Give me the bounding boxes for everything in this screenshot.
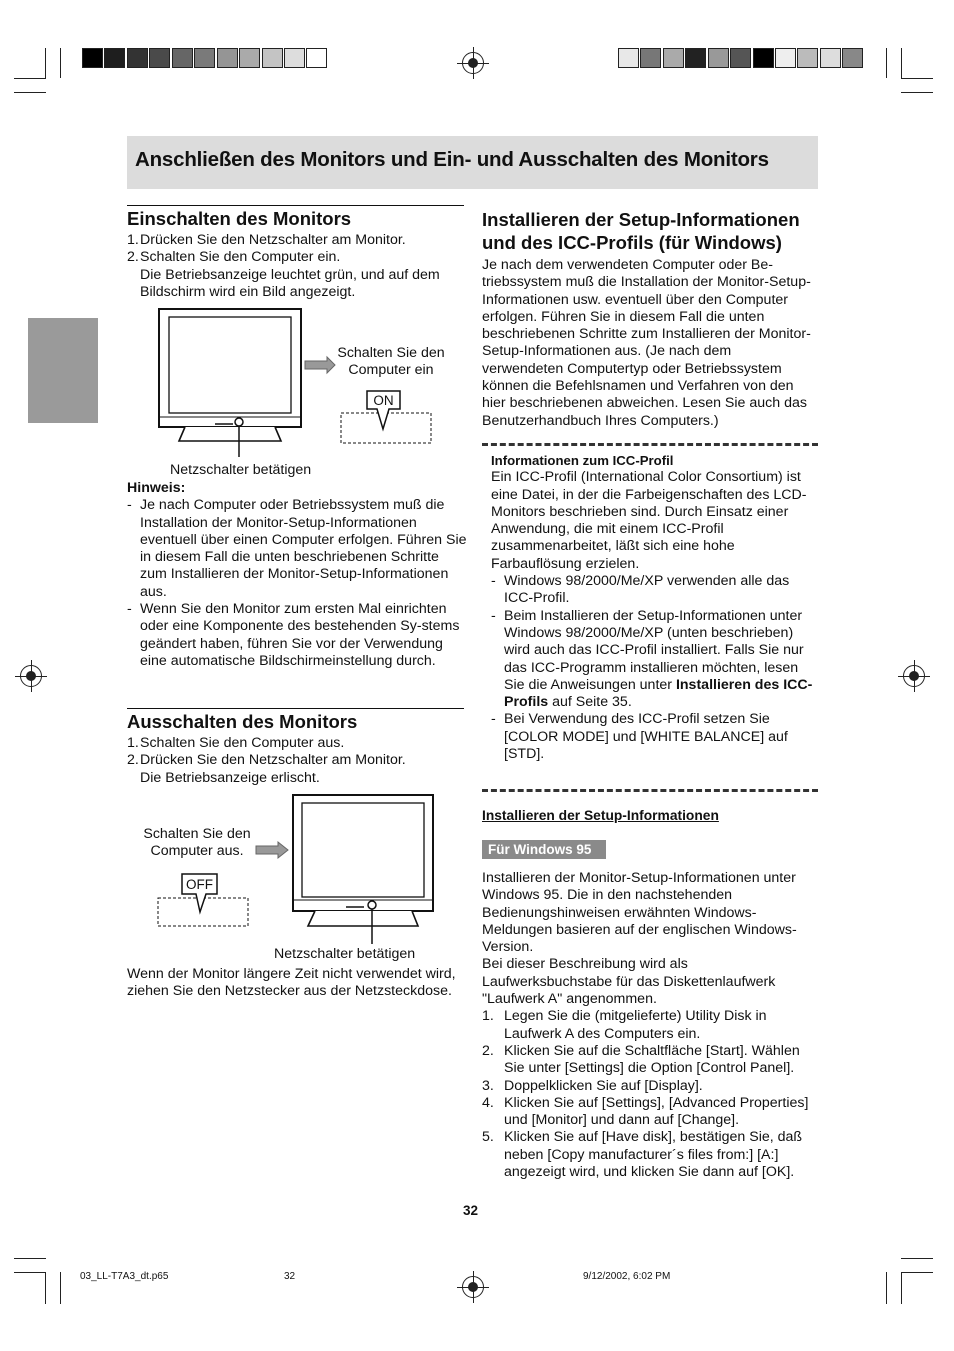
windows95-instructions bbox=[482, 870, 816, 1181]
footer-filename: 03_LL-T7A3_dt.p65 bbox=[80, 1271, 169, 1282]
einschalten-step2-note: Die Betriebsanzeige leuchtet grün, und auf dem Bildschirm wird ein Bild angezeigt. bbox=[140, 266, 440, 300]
list-item: 2. Drücken Sie den Netzschalter am Monitor. Die Betriebsanzeige erlischt. bbox=[127, 752, 406, 786]
list-item: 1. Drücken Sie den Netzschalter am Monitor. bbox=[127, 232, 406, 248]
divider-einschalten bbox=[127, 205, 464, 206]
list-item: - Bei Verwendung des ICC-Profil setzen Sie [COLOR MODE] und [WHITE BALANCE] auf [STD]. bbox=[491, 711, 813, 763]
icc-title: Informationen zum ICC-Profil bbox=[491, 453, 674, 468]
page-title-bar bbox=[127, 136, 818, 189]
setup-intro: Je nach dem verwendeten Computer oder Be-triebssystem muß die Installation der Monitor-Setup-Informationen usw. eventuell über den Computer erfolgen. Führen Sie in diesem Fall die unten beschriebenen Schritte zum Installieren der Monitor-Setup-Informationen aus. (Je nach dem verwendeten Computertyp oder Betriebssystem können die Befehlsnamen und Verfahren von den hier beschriebenen abweichen. Lesen Sie auch das Benutzerhandbuch Ihres Computers.) bbox=[482, 257, 811, 429]
monitor-on-illustration bbox=[155, 305, 455, 465]
registration-mark-bottom bbox=[462, 1276, 484, 1298]
ausschalten-heading: Ausschalten des Monitors bbox=[127, 711, 358, 732]
list-item: - Windows 98/2000/Me/XP verwenden alle das ICC-Profil. bbox=[491, 573, 813, 608]
setup-section bbox=[482, 208, 820, 430]
registration-mark-right bbox=[903, 665, 925, 687]
ausschalten-closing: Wenn der Monitor längere Zeit nicht verwendet wird, ziehen Sie den Netzstecker aus der Netzsteckdose. bbox=[127, 966, 456, 1000]
page-title: Anschließen des Monitors und Ein- und Ausschalten des Monitors bbox=[135, 148, 769, 171]
fig1-on-button-label: ON bbox=[373, 393, 394, 408]
setup-heading: Installieren der Setup-Informationen und des ICC-Profils (für Windows) bbox=[482, 209, 800, 253]
icc-info-box bbox=[491, 452, 813, 763]
hinweis-label: Hinweis: bbox=[127, 480, 186, 496]
list-item: 1. Schalten Sie den Computer aus. bbox=[127, 735, 345, 751]
fig2-computer-label: Schalten Sie den Computer aus. bbox=[143, 826, 251, 860]
monitor-off-illustration bbox=[150, 790, 450, 950]
list-item: 4. Klicken Sie auf [Settings], [Advanced Properties] und [Monitor] und dann auf [Change]. bbox=[482, 1094, 809, 1129]
windows95-steps bbox=[482, 1008, 816, 1181]
list-item: - Beim Installieren der Setup-Informationen unter Windows 98/2000/Me/XP (unten beschrieben) wird auch das ICC-Profil installiert. Falls Sie nur das ICC-Programm installieren möchten, lesen Sie die Anweisungen unter Installieren des ICC-Profils auf Seite 35. bbox=[491, 608, 813, 712]
fig2-switch-label: Netzschalter betätigen bbox=[274, 946, 416, 962]
einschalten-heading: Einschalten des Monitors bbox=[127, 208, 352, 229]
list-item: - Je nach Computer oder Betriebssystem muß die Installation der Monitor-Setup-Informationen eventuell über einen Computer erfolgen. Führen Sie in diesem Fall die unten beschriebenen Schritte zum Installieren der Monitor-Setup-Informationen aus. bbox=[127, 497, 467, 601]
footer-date: 9/12/2002, 6:02 PM bbox=[583, 1271, 671, 1282]
install-setup-title: Installieren der Setup-Informationen bbox=[482, 808, 719, 823]
ausschalten-section bbox=[127, 711, 467, 787]
einschalten-section bbox=[127, 208, 467, 301]
ausschalten-step2-note: Die Betriebsanzeige erlischt. bbox=[140, 769, 320, 786]
footer-page: 32 bbox=[284, 1271, 296, 1282]
windows95-badge: Für Windows 95 bbox=[482, 840, 606, 859]
section-side-tab bbox=[28, 318, 98, 423]
list-item: 5. Klicken Sie auf [Have disk], bestätigen Sie, daß neben [Copy manufacturer´s files from:] [A:] angezeigt wird, und klicken Sie dann auf [OK]. bbox=[482, 1129, 803, 1181]
fig1-computer-label: Schalten Sie den Computer ein bbox=[337, 345, 445, 379]
icc-body: Ein ICC-Profil (International Color Consortium) ist eine Datei, in der die Farbeigenschaften des LCD-Monitors beschrieben sind. Durch Einsatz einer Anwendung, die mit einem ICC-Profil zusammenarbeitet, läßt sich eine hohe Farbauflösung erzielen. bbox=[491, 469, 807, 572]
list-item: 1. Legen Sie die (mitgelieferte) Utility Disk in Laufwerk A des Computers ein. bbox=[482, 1008, 767, 1042]
list-item: - Wenn Sie den Monitor zum ersten Mal einrichten oder eine Komponente des bestehenden Sy-stems geändert haben, führen Sie vor der Verwendung eine automatische Bildschirmeinstellung durch. bbox=[127, 601, 467, 670]
divider-dashed-top bbox=[482, 443, 818, 446]
hinweis-list bbox=[127, 497, 467, 670]
registration-mark-left bbox=[20, 665, 42, 687]
divider-dashed-bottom bbox=[482, 789, 818, 792]
page-number: 32 bbox=[463, 1203, 479, 1218]
windows95-para1: Installieren der Monitor-Setup-Informationen unter Windows 95. Die in den nachstehenden Bedienungshinweisen erwähnten Windows-Meldungen basieren auf der englischen Windows-Version. bbox=[482, 870, 797, 956]
icc-list bbox=[491, 573, 813, 763]
fig1-switch-label: Netzschalter betätigen bbox=[170, 462, 312, 478]
ausschalten-steps bbox=[127, 735, 467, 787]
list-item: 2. Schalten Sie den Computer ein. Die Betriebsanzeige leuchtet grün, und auf dem Bildschirm wird ein Bild angezeigt. bbox=[127, 249, 440, 300]
registration-mark-top bbox=[462, 52, 484, 74]
list-item: 2. Klicken Sie auf die Schaltfläche [Start]. Wählen Sie unter [Settings] die Option [Control Panel]. bbox=[482, 1042, 800, 1077]
windows95-para2: Bei dieser Beschreibung wird als Laufwerksbuchstabe für das Diskettenlaufwerk "Laufwerk A" angenommen. bbox=[482, 956, 776, 1008]
icc-link-ref: Installieren des ICC-Profils bbox=[504, 676, 813, 711]
divider-ausschalten bbox=[127, 708, 464, 709]
fig2-off-button-label: OFF bbox=[186, 877, 213, 892]
einschalten-steps bbox=[127, 232, 467, 301]
hinweis-section bbox=[127, 480, 467, 670]
list-item: 3. Doppelklicken Sie auf [Display]. bbox=[482, 1077, 703, 1094]
